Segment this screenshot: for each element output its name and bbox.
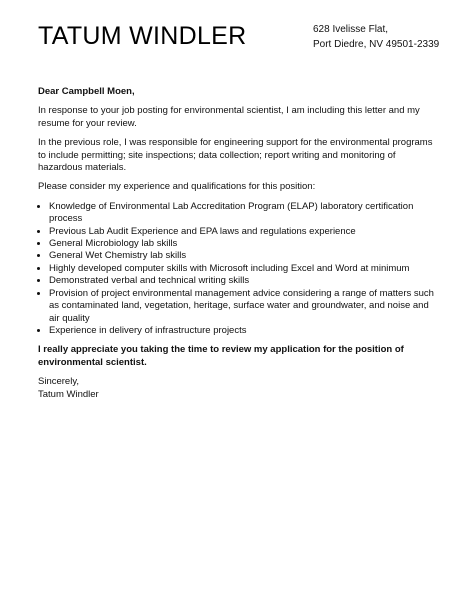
list-item: • Highly developed computer skills with Microsoft including Excel and Word at minimum [49, 263, 438, 275]
address-line-2: Port Diedre, NV 49501-2339 [313, 39, 440, 50]
list-item: • Experience in delivery of infrastructure projects [49, 325, 438, 337]
list-item: • General Wet Chemistry lab skills [49, 250, 438, 262]
applicant-address [313, 22, 439, 52]
list-item: • General Microbiology lab skills [49, 238, 438, 250]
experience-paragraph: In the previous role, I was responsible for engineering support for the environmental programs to include permitting; site inspections; data collection; report writing and monitoring of hazardous materials. [38, 137, 433, 174]
list-item: • Previous Lab Audit Experience and EPA laws and regulations experience [49, 226, 438, 238]
list-item: • Knowledge of Environmental Lab Accreditation Program (ELAP) laboratory certification process [49, 201, 438, 226]
applicant-name: TATUM WINDLER [38, 22, 247, 50]
list-item: • Provision of project environmental management advice considering a range of matters such as contaminated land, vegetation, heritage, surface water and groundwater, and noise and air quality [49, 288, 438, 325]
signoff: Sincerely, [38, 376, 80, 388]
address-line-1: 628 Ivelisse Flat, [313, 24, 389, 35]
intro-paragraph: In response to your job posting for environmental scientist, I am including this letter and my resume for your review. [38, 105, 420, 129]
qualifications-intro: Please consider my experience and qualifications for this position: [38, 181, 316, 193]
signature-name: Tatum Windler [38, 388, 99, 400]
closing-paragraph: I really appreciate you taking the time to review my application for the position of environmental scientist. [38, 344, 404, 368]
letter-greeting: Dear Campbell Moen, [38, 86, 135, 97]
letter-body [38, 86, 438, 401]
qualifications-list [38, 201, 438, 337]
list-item: • Demonstrated verbal and technical writing skills [49, 275, 438, 287]
